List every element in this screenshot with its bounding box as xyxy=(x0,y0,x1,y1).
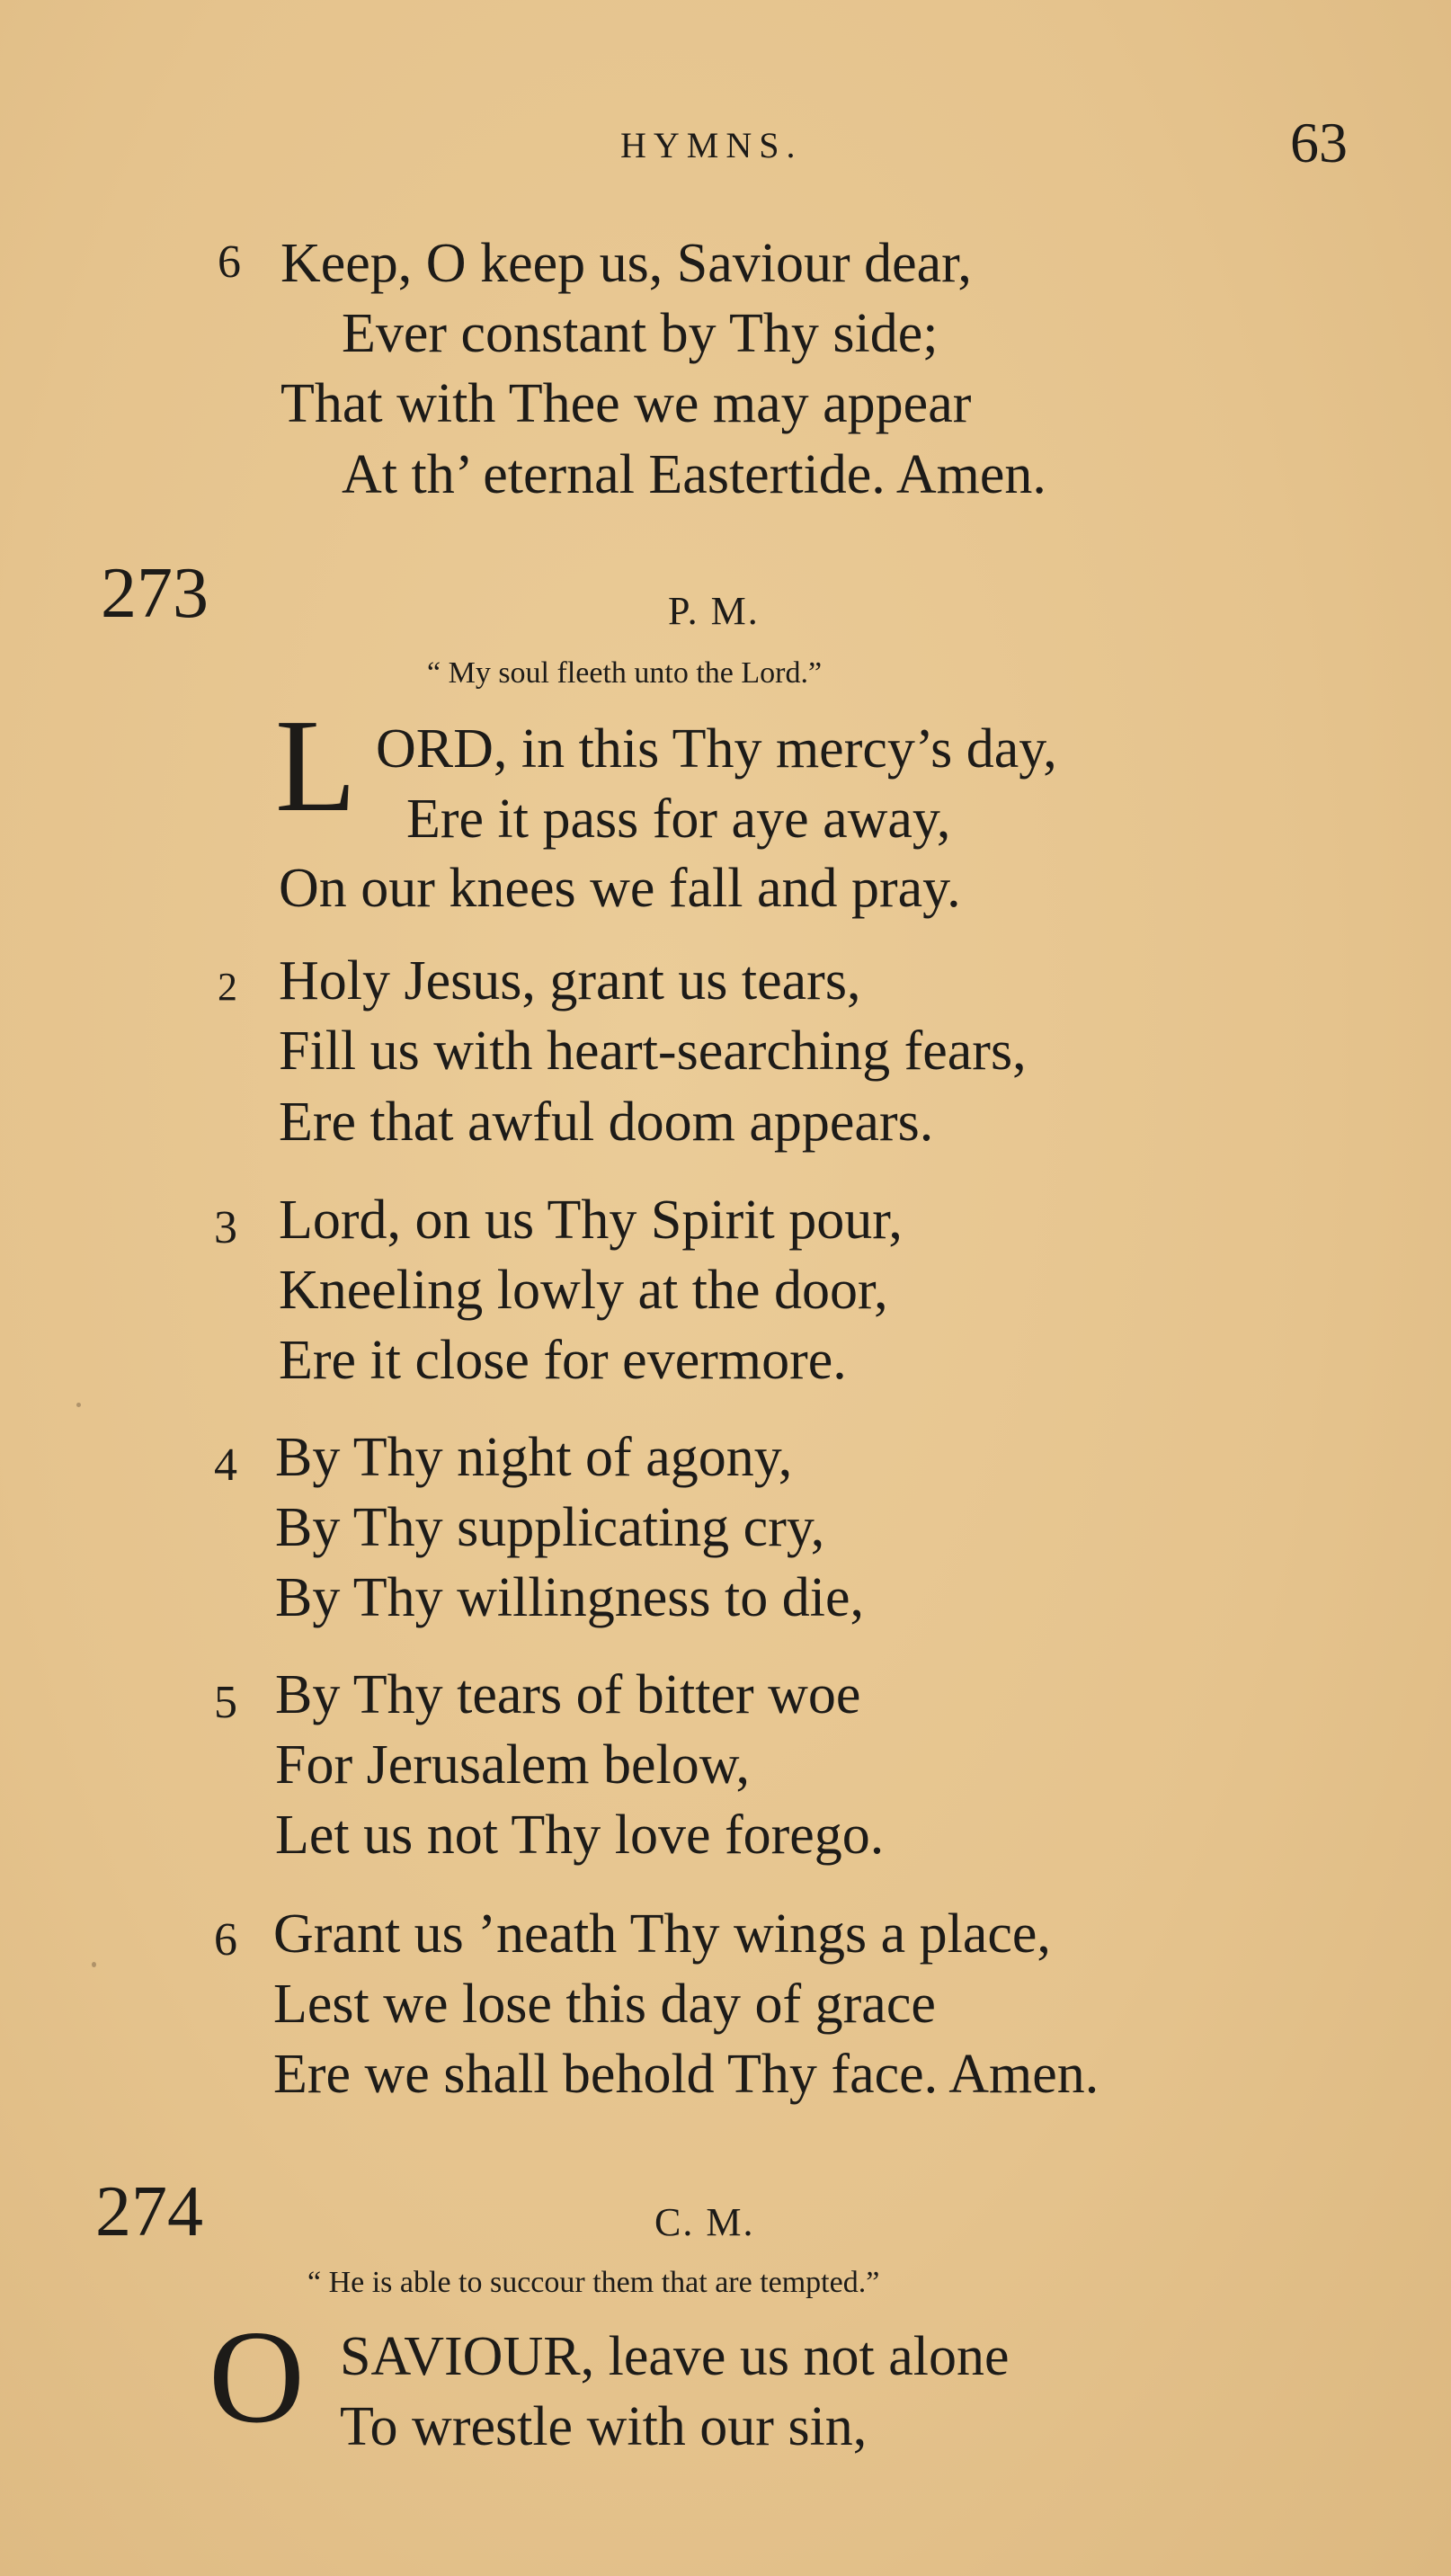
page-number: 63 xyxy=(1290,111,1348,174)
hymn-line: Ever constant by Thy side; xyxy=(342,303,939,364)
hymn-line: At th’ eternal Eastertide. Amen. xyxy=(342,444,1046,505)
hymn-line: By Thy supplicating cry, xyxy=(275,1497,825,1558)
drop-cap: O xyxy=(209,2304,305,2451)
verse-number: 4 xyxy=(214,1440,237,1491)
hymn-line: ORD, in this Thy mercy’s day, xyxy=(376,718,1057,780)
hymn-line: Holy Jesus, grant us tears, xyxy=(279,950,861,1012)
hymn-number: 273 xyxy=(101,554,209,633)
running-title: HYMNS. xyxy=(620,125,803,165)
hymn-line: That with Thee we may appear xyxy=(280,373,972,434)
hymn-line: By Thy willingness to die, xyxy=(275,1567,865,1628)
verse-number: 5 xyxy=(214,1677,237,1728)
verse-number: 2 xyxy=(218,965,237,1009)
verse-number: 3 xyxy=(214,1202,237,1253)
hymn-meter: C. M. xyxy=(654,2200,755,2244)
hymn-line: Keep, O keep us, Saviour dear, xyxy=(280,233,972,294)
hymn-line: Kneeling lowly at the door, xyxy=(279,1260,888,1321)
drop-cap: L xyxy=(275,692,357,840)
hymn-line: Ere that awful doom appears. xyxy=(279,1092,934,1153)
hymn-line: Let us not Thy love forego. xyxy=(275,1805,885,1866)
hymn-line: By Thy tears of bitter woe xyxy=(275,1664,861,1725)
hymn-line: Lest we lose this day of grace xyxy=(273,1974,936,2035)
hymn-line: SAVIOUR, leave us not alone xyxy=(340,2326,1010,2387)
hymn-line: Grant us ’neath Thy wings a place, xyxy=(273,1903,1051,1965)
verse-number: 6 xyxy=(214,1914,237,1965)
hymn-line: On our knees we fall and pray. xyxy=(279,858,961,919)
hymn-epigraph: “ My soul fleeth unto the Lord.” xyxy=(427,656,823,690)
paper-speck xyxy=(92,1962,96,1967)
hymn-line: To wrestle with our sin, xyxy=(340,2396,868,2457)
hymn-line: Lord, on us Thy Spirit pour, xyxy=(279,1190,903,1251)
hymn-line: Fill us with heart-searching fears, xyxy=(279,1021,1027,1082)
hymn-number: 274 xyxy=(95,2172,203,2251)
paper-speck xyxy=(76,1403,81,1407)
hymn-line: Ere it pass for aye away, xyxy=(406,789,951,850)
hymn-line: For Jerusalem below, xyxy=(275,1734,751,1796)
hymn-meter: P. M. xyxy=(668,589,760,633)
hymn-line: Ere we shall behold Thy face. Amen. xyxy=(273,2044,1099,2105)
hymn-line: By Thy night of agony, xyxy=(275,1427,793,1488)
hymn-epigraph: “ He is able to succour them that are tempted.” xyxy=(307,2266,880,2299)
hymn-line: Ere it close for evermore. xyxy=(279,1330,847,1391)
verse-number: 6 xyxy=(218,236,241,288)
